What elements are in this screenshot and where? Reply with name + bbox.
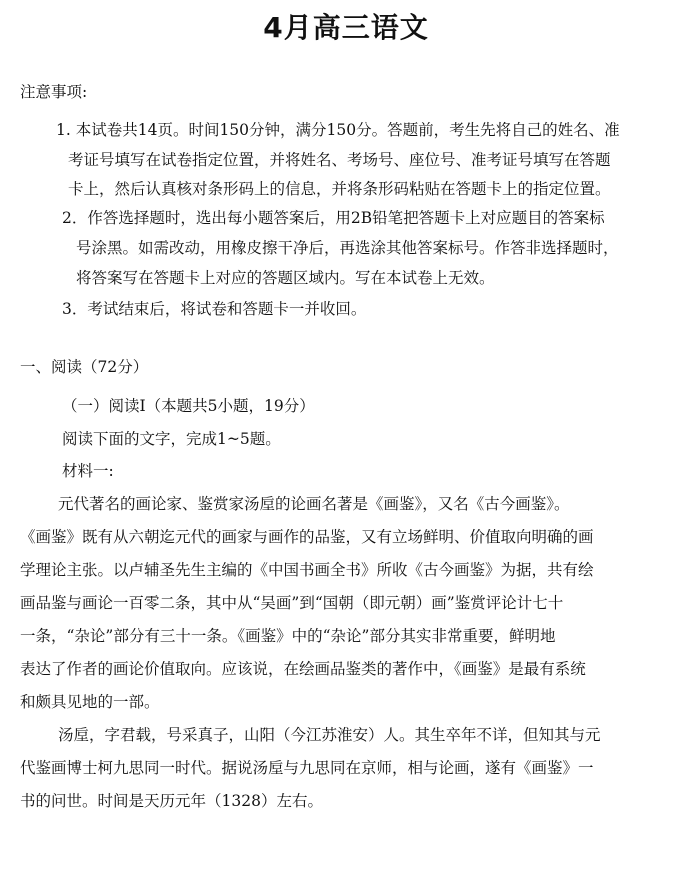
passage-paragraph-2-line-3: 书的问世。时间是天历元年（1328）左右。	[20, 792, 323, 810]
notice-item-3-line-1: 3．考试结束后，将试卷和答题卡一并收回。	[62, 300, 367, 318]
passage-paragraph-2-line-2: 代鉴画博士柯九思同一时代。据说汤垕与九思同在京师，相与论画，遂有《画鉴》一	[20, 759, 594, 777]
passage-paragraph-1-line-5: 一条，“杂论”部分有三十一条。《画鉴》中的“杂论”部分其实非常重要，鲜明地	[20, 627, 556, 645]
reading-instruction: 阅读下面的文字，完成1~5题。	[62, 430, 281, 448]
material-label: 材料一:	[62, 462, 114, 480]
subsection-heading: （一）阅读I（本题共5小题，19分）	[62, 397, 315, 415]
page-title: 4月高三语文	[263, 11, 429, 44]
passage-paragraph-1-line-1: 元代著名的画论家、鉴赏家汤垕的论画名著是《画鉴》，又名《古今画鉴》。	[58, 495, 570, 513]
notice-item-1-line-1: 1. 本试卷共14页。时间150分钟，满分150分。答题前，考生先将自己的姓名、准	[56, 121, 620, 139]
passage-paragraph-1-line-3: 学理论主张。以卢辅圣先生主编的《中国书画全书》所收《古今画鉴》为据，共有绘	[20, 561, 594, 579]
passage-paragraph-1-line-2: 《画鉴》既有从六朝迄元代的画家与画作的品鉴，又有立场鲜明、价值取向明确的画	[20, 528, 594, 546]
passage-paragraph-2-line-1: 汤垕，字君载，号采真子，山阳（今江苏淮安）人。其生卒年不详，但知其与元	[58, 726, 601, 744]
notice-item-1-line-2: 考证号填写在试卷指定位置，并将姓名、考场号、座位号、准考证号填写在答题	[68, 151, 611, 169]
notice-heading: 注意事项:	[20, 83, 88, 101]
passage-paragraph-1-line-4: 画品鉴与画论一百零二条，其中从“吴画”到“国朝（即元朝）画”鉴赏评论计七十	[20, 594, 564, 612]
passage-paragraph-1-line-6: 表达了作者的画论价值取向。应该说，在绘画品鉴类的著作中，《画鉴》是最有系统	[20, 660, 586, 678]
notice-item-1-line-3: 卡上，然后认真核对条形码上的信息，并将条形码粘贴在答题卡上的指定位置。	[68, 180, 611, 198]
notice-item-2-line-3: 将答案写在答题卡上对应的答题区域内。写在本试卷上无效。	[76, 269, 495, 287]
notice-item-2-line-2: 号涂黑。如需改动，用橡皮擦干净后，再选涂其他答案标号。作答非选择题时，	[76, 239, 619, 257]
section-heading: 一、阅读（72分）	[20, 358, 149, 376]
passage-paragraph-1-line-7: 和颇具见地的一部。	[20, 693, 160, 711]
notice-item-2-line-1: 2．作答选择题时，选出每小题答案后，用2B铅笔把答题卡上对应题目的答案标	[62, 209, 605, 227]
